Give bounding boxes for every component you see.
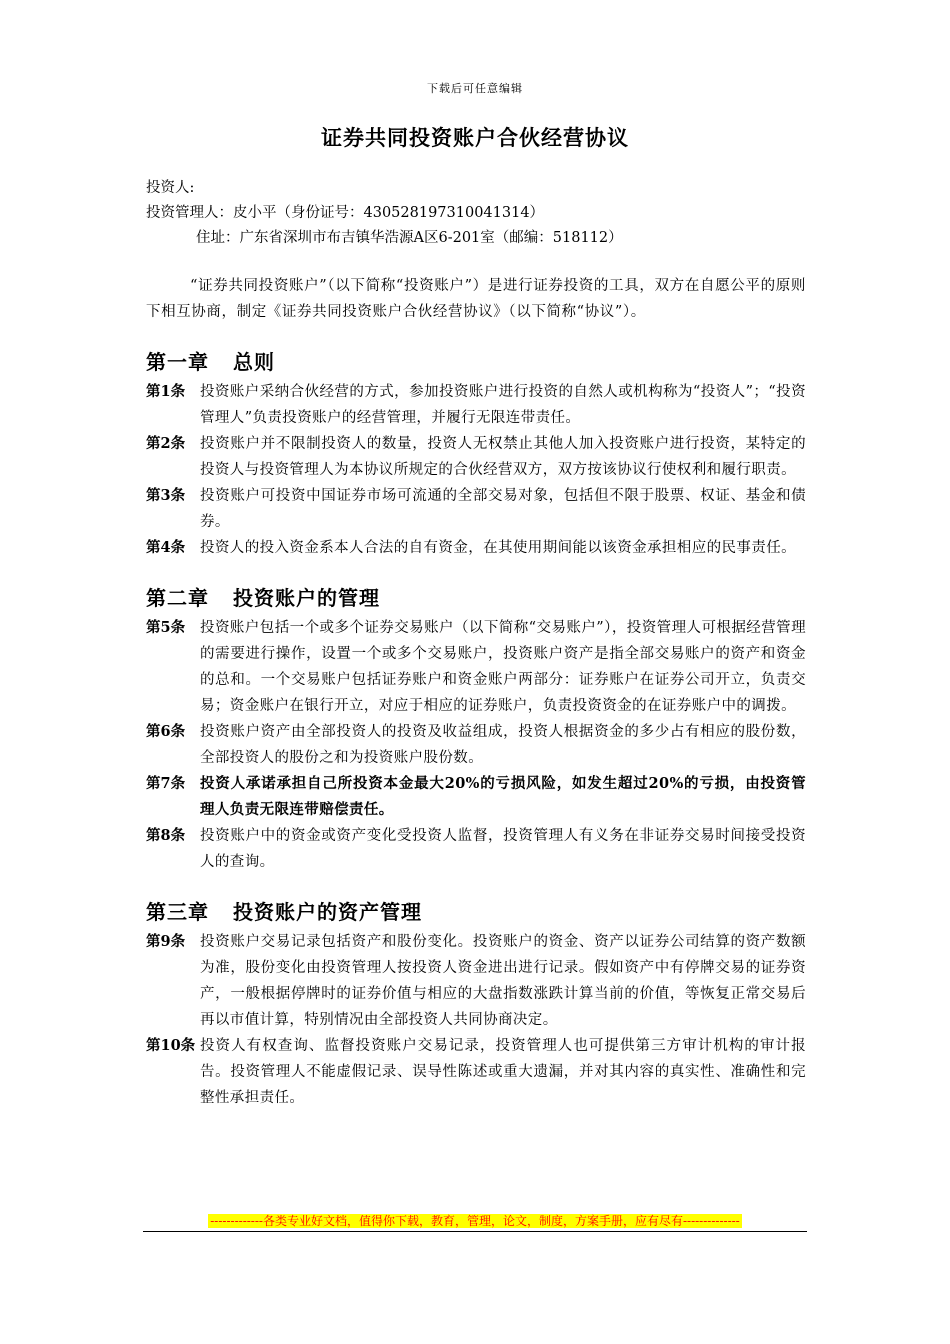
article-label: 第4条 (146, 539, 186, 556)
article-text: 投资账户资产由全部投资人的投资及收益组成，投资人根据资金的多少占有相应的股份数，全部投资人的股份之和为投资账户股份数。 (200, 724, 806, 766)
article-label: 第9条 (146, 933, 186, 950)
chapter-heading (146, 897, 806, 927)
chapter-title: 投资账户的资产管理 (233, 900, 422, 924)
article (146, 615, 806, 719)
footer-banner-text: -------------各类专业好文档，值得你下载，教育，管理，论文，制度，方案手册，应有尽有-------------- (210, 1214, 740, 1228)
article-text: 投资人的投入资金系本人合法的自有资金，在其使用期间能以该资金承担相应的民事责任。 (200, 540, 796, 556)
article-text: 投资账户并不限制投资人的数量，投资人无权禁止其他人加入投资账户进行投资，某特定的投资人与投资管理人为本协议所规定的合伙经营双方，双方按该协议行使权利和履行职责。 (200, 436, 806, 478)
footer-rule (143, 1231, 807, 1232)
chapter-heading (146, 347, 806, 377)
article-text: 投资账户可投资中国证券市场可流通的全部交易对象，包括但不限于股票、权证、基金和债券。 (200, 488, 806, 530)
chapter-number: 第二章 (146, 586, 209, 610)
article-text: 投资账户采纳合伙经营的方式，参加投资账户进行投资的自然人或机构称为“投资人”；“投资管理人”负责投资账户的经营管理，并履行无限连带责任。 (200, 384, 806, 426)
article-label: 第7条 (146, 775, 186, 792)
article (146, 431, 806, 483)
header-note: 下载后可任意编辑 (427, 82, 523, 95)
investor-line: 投资人: (146, 180, 195, 196)
article (146, 823, 806, 875)
chapter-number: 第一章 (146, 350, 209, 374)
footer-banner (0, 1210, 950, 1229)
article-label: 第3条 (146, 487, 186, 504)
article-label: 第8条 (146, 827, 186, 844)
chapter-heading (146, 583, 806, 613)
article-label: 第1条 (146, 383, 186, 400)
manager-line: 投资管理人：皮小平（身份证号：430528197310041314） (146, 205, 545, 221)
article (146, 483, 806, 535)
document-title: 证券共同投资账户合伙经营协议 (321, 125, 629, 150)
article-text: 投资人承诺承担自己所投资本金最大20%的亏损风险，如发生超过20%的亏损，由投资管理人负责无限连带赔偿责任。 (200, 775, 806, 818)
article-label: 第10条 (146, 1037, 196, 1054)
article-label: 第5条 (146, 619, 186, 636)
intro-paragraph: “证券共同投资账户”（以下简称“投资账户”）是进行证券投资的工具，双方在自愿公平的原则下相互协商，制定《证券共同投资账户合伙经营协议》（以下简称“协议”）。 (146, 278, 806, 320)
article (146, 1033, 806, 1111)
document-body (146, 176, 806, 1111)
chapter-number: 第三章 (146, 900, 209, 924)
chapter-title: 总则 (233, 350, 275, 374)
article-text: 投资人有权查询、监督投资账户交易记录，投资管理人也可提供第三方审计机构的审计报告。投资管理人不能虚假记录、误导性陈述或重大遗漏，并对其内容的真实性、准确性和完整性承担责任。 (200, 1038, 806, 1106)
article-label: 第6条 (146, 723, 186, 740)
chapters-container (146, 347, 806, 1111)
article (146, 719, 806, 771)
article (146, 379, 806, 431)
article (146, 929, 806, 1033)
article (146, 771, 806, 823)
article-label: 第2条 (146, 435, 186, 452)
address-line: 住址：广东省深圳市布吉镇华浩源A区6-201室（邮编：518112） (196, 230, 623, 246)
article-text: 投资账户中的资金或资产变化受投资人监督，投资管理人有义务在非证券交易时间接受投资人的查询。 (200, 828, 806, 870)
chapter-title: 投资账户的管理 (233, 586, 380, 610)
article-text: 投资账户交易记录包括资产和股份变化。投资账户的资金、资产以证券公司结算的资产数额为准，股份变化由投资管理人按投资人资金进出进行记录。假如资产中有停牌交易的证券资产，一般根据停牌时的证券价值与相应的大盘指数涨跌计算当前的价值，等恢复正常交易后再以市值计算，特别情况由全部投资人共同协商决定。 (200, 934, 806, 1028)
article-text: 投资账户包括一个或多个证券交易账户（以下简称“交易账户”），投资管理人可根据经营管理的需要进行操作，设置一个或多个交易账户，投资账户资产是指全部交易账户的资产和资金的总和。一个交易账户包括证券账户和资金账户两部分：证券账户在证券公司开立，负责交易；资金账户在银行开立，对应于相应的证券账户，负责投资资金的在证券账户中的调拨。 (200, 620, 806, 714)
article (146, 535, 806, 561)
